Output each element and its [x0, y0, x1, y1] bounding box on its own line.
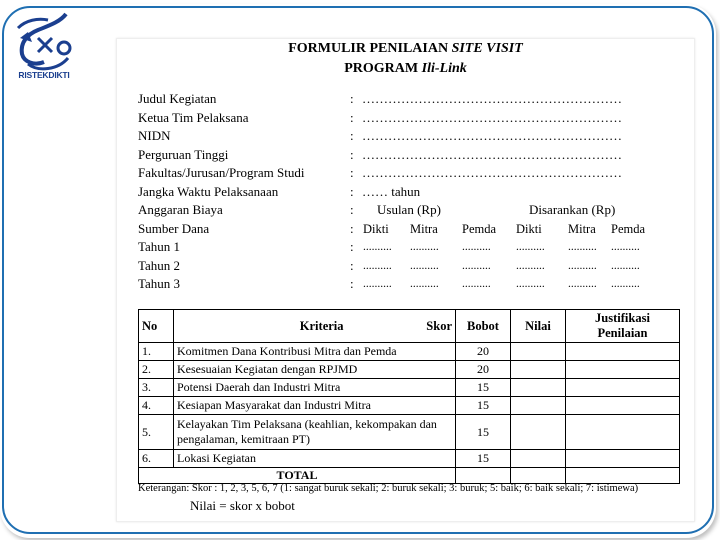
row-bobot: 20	[456, 361, 511, 379]
form-title: FORMULIR PENILAIAN SITE VISIT	[288, 41, 523, 56]
budget-source-label: Dikti	[363, 222, 389, 236]
budget-usulan-label: Usulan (Rp)	[377, 202, 441, 217]
field-label: Tahun 3	[138, 276, 181, 291]
row-justifikasi	[566, 361, 680, 379]
row-bobot: 15	[456, 450, 511, 468]
field-colon: :	[350, 165, 354, 180]
field-label: Tahun 1	[138, 239, 181, 254]
budget-blank: ..........	[568, 278, 597, 290]
table-row	[139, 397, 680, 415]
budget-blank: ..........	[462, 241, 491, 253]
header-justifikasi: Justifikasi Penilaian	[566, 310, 680, 343]
budget-blank: ..........	[462, 260, 491, 272]
budget-blank: ..........	[410, 241, 439, 253]
row-nilai	[511, 343, 566, 361]
row-no: 2.	[139, 361, 174, 379]
row-no: 6.	[139, 450, 174, 468]
field-label: Fakultas/Jurusan/Program Studi	[138, 165, 305, 180]
field-colon: :	[350, 258, 354, 273]
budget-blank: ..........	[611, 260, 640, 272]
table-row	[139, 450, 680, 468]
field-label: Perguruan Tinggi	[138, 147, 229, 162]
budget-blank: ..........	[516, 241, 545, 253]
field-label: Tahun 2	[138, 258, 181, 273]
header-nilai: Nilai	[511, 310, 566, 343]
budget-blank: ..........	[410, 278, 439, 290]
field-label: NIDN	[138, 128, 171, 143]
row-kriteria: Kesiapan Masyarakat dan Industri Mitra	[174, 397, 456, 415]
row-nilai	[511, 415, 566, 450]
total-nilai	[511, 468, 566, 484]
budget-disarankan-label: Disarankan (Rp)	[529, 202, 616, 217]
field-colon: :	[350, 202, 354, 217]
field-colon: :	[350, 221, 354, 236]
row-bobot: 15	[456, 415, 511, 450]
budget-source-label: Dikti	[516, 222, 542, 236]
header-skor: Skor	[426, 318, 452, 333]
form-note: Keterangan: Skor : 1, 2, 3, 5, 6, 7 (1: sangat buruk sekali; 2: buruk sekali; 3: buruk; 5: baik; 6: baik sekali; 7: istimewa)	[138, 483, 639, 494]
row-justifikasi	[566, 379, 680, 397]
budget-source-label: Mitra	[410, 222, 438, 236]
table-header-row	[139, 310, 680, 343]
row-bobot: 15	[456, 379, 511, 397]
total-justifikasi	[566, 468, 680, 484]
field-colon: :	[350, 91, 354, 106]
field-value: ……………………………………………………	[362, 165, 622, 180]
field-colon: :	[350, 110, 354, 125]
field-value: ……………………………………………………	[362, 91, 622, 106]
budget-source-label: Mitra	[568, 222, 596, 236]
table-row	[139, 343, 680, 361]
row-nilai	[511, 379, 566, 397]
field-value: ……………………………………………………	[362, 128, 622, 143]
form-formula: Nilai = skor x bobot	[190, 498, 295, 513]
budget-source-label: Pemda	[611, 222, 646, 236]
row-kriteria: Kelayakan Tim Pelaksana (keahlian, kekompakan dan pengalaman, kemitraan PT)	[174, 415, 456, 450]
row-bobot: 15	[456, 397, 511, 415]
budget-blank: ..........	[611, 278, 640, 290]
budget-blank: ..........	[363, 278, 392, 290]
budget-source-label: Pemda	[462, 222, 497, 236]
logo-text: RISTEKDIKTI	[18, 70, 70, 80]
row-nilai	[511, 397, 566, 415]
row-justifikasi	[566, 415, 680, 450]
field-label: Anggaran Biaya	[138, 202, 223, 217]
field-value: ……………………………………………………	[362, 147, 622, 162]
total-row	[139, 468, 680, 484]
row-justifikasi	[566, 343, 680, 361]
row-bobot: 20	[456, 343, 511, 361]
budget-blank: ..........	[363, 260, 392, 272]
criteria-table	[138, 309, 680, 484]
row-no: 5.	[139, 415, 174, 450]
budget-blank: ..........	[568, 260, 597, 272]
total-label: TOTAL	[139, 468, 456, 484]
field-label: Ketua Tim Pelaksana	[138, 110, 249, 125]
row-nilai	[511, 361, 566, 379]
row-kriteria: Komitmen Dana Kontribusi Mitra dan Pemda	[174, 343, 456, 361]
table-row	[139, 379, 680, 397]
row-nilai	[511, 450, 566, 468]
row-kriteria: Kesesuaian Kegiatan dengan RPJMD	[174, 361, 456, 379]
budget-blank: ..........	[516, 260, 545, 272]
header-no: No	[139, 310, 174, 343]
row-justifikasi	[566, 450, 680, 468]
field-colon: :	[350, 128, 354, 143]
field-colon: :	[350, 276, 354, 291]
budget-blank: ..........	[516, 278, 545, 290]
field-value: …… tahun	[362, 184, 421, 199]
budget-blank: ..........	[363, 241, 392, 253]
total-bobot	[456, 468, 511, 484]
row-no: 1.	[139, 343, 174, 361]
assessment-form	[116, 38, 695, 522]
field-value: ……………………………………………………	[362, 110, 622, 125]
header-kriteria: Kriteria Skor	[174, 310, 456, 343]
budget-blank: ..........	[410, 260, 439, 272]
row-kriteria: Potensi Daerah dan Industri Mitra	[174, 379, 456, 397]
field-label: Jangka Waktu Pelaksanaan	[138, 184, 279, 199]
budget-blank: ..........	[611, 241, 640, 253]
field-colon: :	[350, 184, 354, 199]
row-no: 3.	[139, 379, 174, 397]
field-colon: :	[350, 239, 354, 254]
field-label: Judul Kegiatan	[138, 91, 217, 106]
budget-blank: ..........	[462, 278, 491, 290]
field-colon: :	[350, 147, 354, 162]
budget-blank: ..........	[568, 241, 597, 253]
header-bobot: Bobot	[456, 310, 511, 343]
form-subtitle: PROGRAM Ili-Link	[344, 61, 467, 76]
field-label: Sumber Dana	[138, 221, 210, 236]
row-kriteria: Lokasi Kegiatan	[174, 450, 456, 468]
row-justifikasi	[566, 397, 680, 415]
row-no: 4.	[139, 397, 174, 415]
table-row	[139, 361, 680, 379]
table-row	[139, 415, 680, 450]
